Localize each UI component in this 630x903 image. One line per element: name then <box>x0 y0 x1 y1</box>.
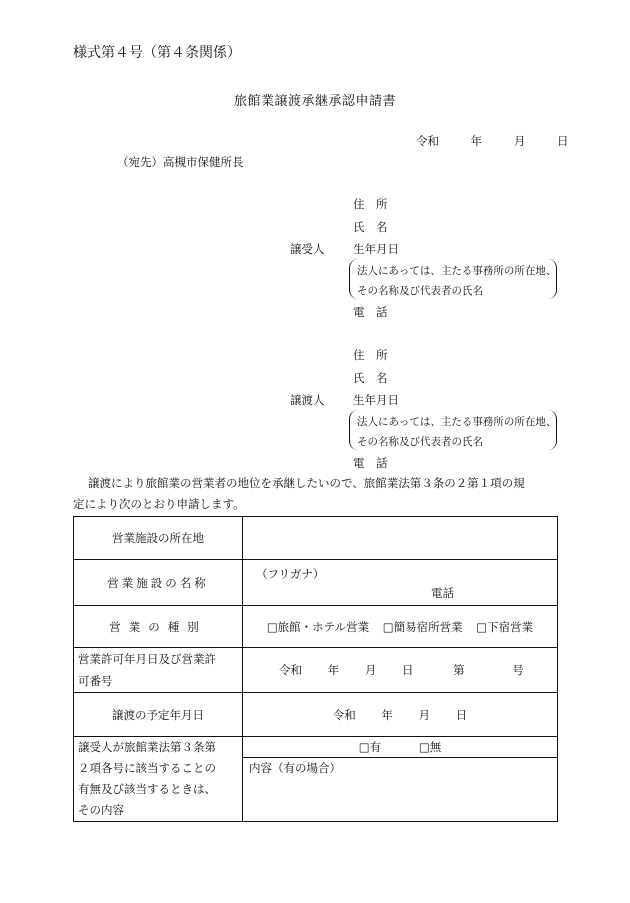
permit-label-line2: 可番号 <box>78 674 113 688</box>
furigana-label: （フリガナ） <box>256 567 325 581</box>
statement-line-2: 定により次のとおり申請します。 <box>73 497 245 511</box>
permit-number-suffix: 号 <box>512 663 524 677</box>
transferor-corp-line1: 法人にあっては、主たる事務所の所在地、 <box>357 416 557 428</box>
permit-era: 令和 <box>279 663 302 677</box>
transferor-corp-line2: その名称及び代表者の氏名 <box>357 436 483 448</box>
transfer-date-label: 譲渡の予定年月日 <box>74 693 243 737</box>
applicable-label-line2: ２項各号に該当することの <box>78 761 216 775</box>
business-type-label <box>74 606 243 648</box>
transferee-name-label: 氏 名 <box>353 220 388 234</box>
transferee-label: 譲受人 <box>290 242 325 256</box>
applicable-label-line1: 譲受人が旅館業法第３条第 <box>78 740 216 754</box>
type-option-ryokan-hotel[interactable]: □旅館・ホテル営業 <box>266 619 370 634</box>
permit-label-line1: 営業許可年月日及び営業許 <box>78 652 216 666</box>
permit-day: 日 <box>401 663 414 677</box>
transfer-date-era: 令和 <box>332 707 356 722</box>
facility-location-cell[interactable] <box>243 517 558 560</box>
transferee-address-label: 住 所 <box>353 197 388 211</box>
permit-value[interactable] <box>243 648 558 693</box>
type-option-boarding[interactable]: □下宿営業 <box>476 619 534 634</box>
table-row <box>74 606 558 648</box>
statement-line-1: 譲渡により旅館業の営業者の地位を承継したいので、旅館業法第３条の２第１項の規 <box>88 476 525 490</box>
no-option[interactable]: □無 <box>418 740 442 754</box>
transferee-phone-label: 電 話 <box>353 305 388 319</box>
date-month: 月 <box>513 134 526 148</box>
date-day: 日 <box>556 134 569 148</box>
transferor-label: 譲渡人 <box>290 393 325 407</box>
form-number: 様式第４号（第４条関係） <box>73 45 241 61</box>
transferor-address-label: 住 所 <box>353 348 388 362</box>
applicable-label-line3: 有無及び該当するときは、 <box>78 782 216 796</box>
type-option-simple-lodging[interactable]: □簡易宿所営業 <box>382 619 463 634</box>
application-date <box>416 133 568 149</box>
applicable-label-line4: その内容 <box>78 803 124 817</box>
business-type-options <box>243 606 558 648</box>
permit-number-prefix: 第 <box>453 663 465 677</box>
table-row <box>74 737 558 758</box>
facility-name-label <box>74 560 243 606</box>
applicable-yes-no <box>243 737 558 758</box>
facility-name-label-text: 営業施設の名称 <box>107 575 209 590</box>
applicable-label <box>74 737 243 822</box>
transferor-birth-label: 生年月日 <box>353 393 399 407</box>
facility-name-cell[interactable] <box>243 560 558 606</box>
transferor-name-label: 氏 名 <box>353 371 388 385</box>
transferee-birth-label: 生年月日 <box>353 242 399 256</box>
applicable-content-cell[interactable] <box>243 758 558 822</box>
addressee: （宛先）高槻市保健所長 <box>117 155 244 169</box>
document-title: 旅館業譲渡承継承認申請書 <box>233 94 396 109</box>
transfer-date-month: 月 <box>418 707 431 722</box>
table-row <box>74 560 558 606</box>
permit-label <box>74 648 243 693</box>
transferee-corp-line1: 法人にあっては、主たる事務所の所在地、 <box>357 265 557 277</box>
yes-option[interactable]: □有 <box>358 740 382 754</box>
permit-month: 月 <box>364 663 377 677</box>
transferee-corp-line2: その名称及び代表者の氏名 <box>357 285 483 297</box>
transfer-date-year: 年 <box>381 707 393 722</box>
table-row <box>74 693 558 737</box>
business-type-label-text: 営業の種別 <box>109 619 207 634</box>
facility-phone-label: 電話 <box>431 586 454 600</box>
table-row <box>74 517 558 560</box>
date-year: 年 <box>470 134 483 148</box>
transfer-date-day: 日 <box>455 707 468 722</box>
facility-location-label: 営業施設の所在地 <box>74 517 243 560</box>
date-era: 令和 <box>416 134 439 148</box>
permit-year: 年 <box>327 663 340 677</box>
table-row <box>74 648 558 693</box>
transferor-phone-label: 電 話 <box>353 456 388 470</box>
content-label: 内容（有の場合） <box>249 761 341 775</box>
application-table <box>73 516 558 822</box>
transfer-date-value[interactable] <box>243 693 558 737</box>
